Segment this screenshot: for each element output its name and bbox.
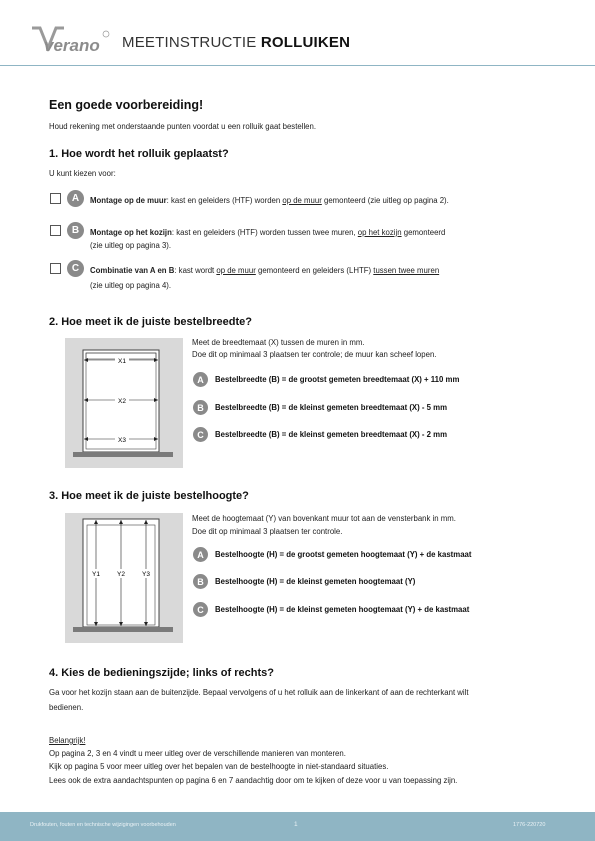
option-a-badge: A [67, 190, 84, 207]
intro-text: Houd rekening met onderstaande punten voordat u een rolluik gaat bestellen. [49, 122, 317, 131]
option-b-underline: op het kozijn [357, 228, 402, 237]
section2-line1: Meet de breedtemaat (X) tussen de muren in mm. [192, 338, 365, 347]
section4-line1: Ga voor het kozijn staan aan de buitenzijde. Bepaal vervolgens of u het rolluik aan de linkerkant of aan de rechterkant wilt [49, 688, 469, 697]
height-rule-b-badge: B [193, 574, 208, 589]
option-a-part2: gemonteerd (zie uitleg op pagina 2). [321, 196, 449, 205]
width-measurement-figure [65, 338, 183, 468]
x2-label: X2 [118, 398, 126, 405]
height-rule-a: Bestelhoogte (H) = de grootst gemeten hoogtemaat (Y) + de kastmaat [215, 550, 472, 559]
option-b-part2: gemonteerd [401, 228, 446, 237]
height-rule-a-badge: A [193, 547, 208, 562]
section4-line2: bedienen. [49, 703, 84, 712]
width-rule-b-badge: B [193, 400, 208, 415]
logo-text: verano [44, 36, 100, 55]
section3-heading: 3. Hoe meet ik de juiste bestelhoogte? [49, 490, 249, 502]
option-a-bold: Montage op de muur [90, 196, 167, 205]
footer-page-number: 1 [294, 821, 298, 828]
important-line-1: Op pagina 2, 3 en 4 vindt u meer uitleg over de verschillende manieren van monteren. [49, 749, 346, 758]
option-c-badge: C [67, 260, 84, 277]
important-label: Belangrijk! [49, 736, 86, 745]
option-a-part1: : kast en geleiders (HTF) worden [166, 196, 283, 205]
section3-line1: Meet de hoogtemaat (Y) van bovenkant muur tot aan de vensterbank in mm. [192, 514, 456, 523]
important-line-2: Kijk op pagina 5 voor meer uitleg over het bepalen van de bestelhoogte in niet-standaard situaties. [49, 762, 389, 771]
option-c-text [90, 266, 439, 275]
option-b-bold: Montage op het kozijn [90, 228, 172, 237]
verano-logo [30, 22, 112, 58]
section1-heading: 1. Hoe wordt het rolluik geplaatst? [49, 148, 229, 160]
width-rule-c-badge: C [193, 427, 208, 442]
width-rule-a: Bestelbreedte (B) = de grootst gemeten breedtemaat (X) + 110 mm [215, 375, 460, 384]
option-c-bold: Combinatie van A en B [90, 266, 175, 275]
option-c-line2: (zie uitleg op pagina 4). [90, 281, 172, 290]
important-line-3: Lees ook de extra aandachtspunten op pagina 6 en 7 aandachtig door om te kijken of deze voor u van toepassing zijn. [49, 776, 458, 785]
option-b-part1: : kast en geleiders (HTF) worden tussen twee muren, [171, 228, 358, 237]
option-b-badge: B [67, 222, 84, 239]
width-rule-a-badge: A [193, 372, 208, 387]
y1-label: Y1 [92, 571, 100, 578]
x1-label: X1 [118, 358, 126, 365]
option-c-checkbox[interactable] [50, 263, 61, 274]
section3-line2: Doe dit op minimaal 3 plaatsen ter controle. [192, 527, 343, 536]
footer-code: 1776-220720 [513, 822, 546, 828]
title-bold: ROLLUIKEN [260, 34, 351, 51]
window-sill [73, 452, 173, 457]
option-b-line2: (zie uitleg op pagina 3). [90, 241, 172, 250]
section4-heading: 4. Kies de bedieningszijde; links of rechts? [49, 667, 274, 679]
width-rule-c: Bestelbreedte (B) = de kleinst gemeten breedtemaat (X) - 2 mm [215, 430, 448, 439]
footer-disclaimer: Drukfouten, fouten en technische wijzigingen voorbehouden [30, 822, 176, 828]
option-c-underline: op de muur [216, 266, 256, 275]
option-c-underline2: tussen twee muren [373, 266, 440, 275]
height-rule-c-badge: C [193, 602, 208, 617]
y2-label: Y2 [117, 571, 125, 578]
page-header [0, 0, 595, 64]
option-a-checkbox[interactable] [50, 193, 61, 204]
height-rule-b: Bestelhoogte (H) = de kleinst gemeten hoogtemaat (Y) [215, 577, 416, 586]
option-b-text [90, 228, 445, 237]
header-divider [0, 65, 595, 66]
option-a-text [90, 196, 449, 205]
width-rule-b: Bestelbreedte (B) = de kleinst gemeten breedtemaat (X) - 5 mm [215, 403, 448, 412]
height-rule-c: Bestelhoogte (H) = de kleinst gemeten hoogtemaat (Y) + de kastmaat [215, 605, 470, 614]
title-prefix: MEETINSTRUCTIE [122, 34, 261, 51]
document-title [122, 34, 350, 51]
intro-heading: Een goede voorbereiding! [49, 98, 204, 112]
x3-label: X3 [118, 437, 126, 444]
y3-label: Y3 [142, 571, 150, 578]
window-sill [73, 627, 173, 632]
option-b-checkbox[interactable] [50, 225, 61, 236]
option-a-underline: op de muur [282, 196, 322, 205]
option-c-part2: gemonteerd en geleiders (LHTF) [255, 266, 374, 275]
page-footer [0, 812, 595, 841]
option-c-part1: : kast wordt [174, 266, 217, 275]
section1-lead: U kunt kiezen voor: [49, 169, 116, 178]
section2-line2: Doe dit op minimaal 3 plaatsen ter controle; de muur kan scheef lopen. [192, 350, 437, 359]
section2-heading: 2. Hoe meet ik de juiste bestelbreedte? [49, 316, 252, 328]
height-measurement-figure [65, 513, 183, 643]
